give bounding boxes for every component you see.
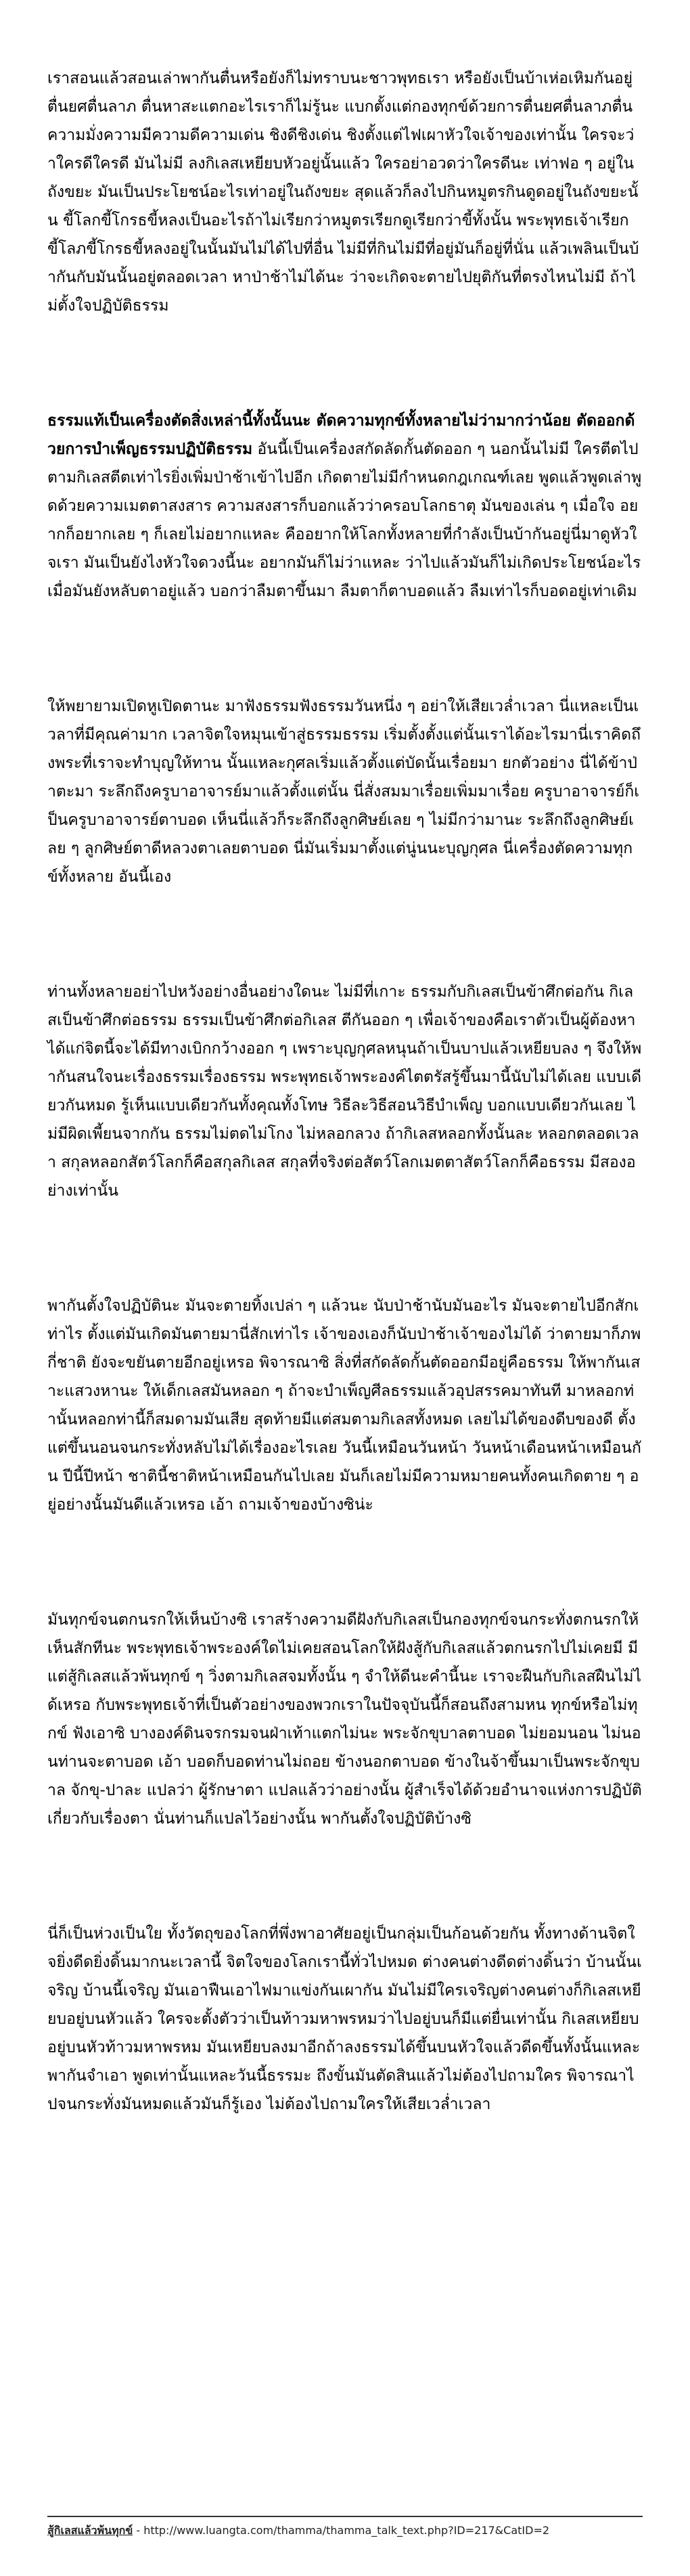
paragraph-7-text: นี่ก็เป็นห่วงเป็นใย ทั้งวัตถุของโลกที่พึ่งพาอาศัยอยู่เป็นกลุ่มเป็นก้อนด้วยกัน ทั้งทางด้านจิตใจยิ่งดีดยิ่งดิ้นมากนะเวลานี้ จิตใจของโลกเรานี้ทั่วไปหมด ต่างคนต่างดีดต่างดิ้นว่า บ้านนั้นเจริญ บ้านนี้เจริญ มันเอาฟืนเอาไฟมาแข่งกันเผากัน มันไม่มีใครเจริญต่างคนต่างก็กิเลสเหยียบอยู่บนหัวแล้ว ใครจะตั้งตัวว่าเป็นท้าวมหาพรหมว่าไปอยู่บนก็มีแต่ยื่นเท่านั้น กิเลสเหยียบอยู่บนหัวท้าวมหาพรหม มันเหยียบลงมาอีกถ้าลงธรรมได้ขึ้นบนหัวใจแล้วดีดขึ้นทั้งนั้นแหละ พากันจำเอา พูดเท่านั้นแหละวันนี้ธรรมะ ถึงขั้นมันตัดสินแล้วไม่ต้องไปถามใคร พิจารณาไปจนกระทั่งมันหมดแล้วมันก็รู้เอง ไม่ต้องไปถามใครให้เสียเวล่ำเวลา	[47, 1925, 642, 2113]
footer-separator: -	[133, 2524, 144, 2537]
paragraph-5-text: พากันตั้งใจปฏิบัตินะ มันจะตายทิ้งเปล่า ๆ แล้วนะ นับป่าช้านับมันอะไร มันจะตายไปอีกสักเท่าไร ตั้งแต่มันเกิดมันตายมานี่สักเท่าไร เจ้าของเองก็นับป่าช้าเจ้าของไม่ได้ ว่าตายมาก็ภพกี่ชาติ ยังจะขยันตายอีกอยู่เหรอ พิจารณาซิ สิ่งที่สกัดลัดกั้นตัดออกมีอยู่คือธรรม ให้พากันเสาะแสวงหานะ ให้เด็กเลสมันหลอก ๆ ถ้าจะบำเพ็ญศีลธรรมแล้วอุปสรรคมาทันที มาหลอกท่านั้นหลอกท่านี้ก็สมดามมันเสีย สุดท้ายมีแต่สมตามกิเลสทั้งหมด เลยไม่ได้ของดีบของดี ตั้งแต่ขึ้นนอนจนกระทั่งหลับไม่ได้เรื่องอะไรเลย วันนี้เหมือนวันหน้า วันหน้าเดือนหน้าเหมือนกัน ปีนี้ปีหน้า ชาตินี้ชาติหน้าเหมือนกันไปเลย มันก็เลยไม่มีความหมายคนทั้งคนเกิดตาย ๆ อยู่อย่างนั้นมันดีแล้วเหรอ เอ้า ถามเจ้าของบ้างซิน่ะ	[47, 1297, 641, 1514]
paragraph-2-bold: ธรรมแท้เป็นเครื่องตัดสิ่งเหล่านี้ทั้งนั้นนะ ตัดความทุกข์ทั้งหลายไม่ว่ามากว่าน้อย ตัดออกด้วยการบำเพ็ญธรรมปฏิบัติธรรม	[47, 412, 635, 458]
paragraph-1	[47, 64, 643, 320]
paragraph-4	[47, 978, 643, 1205]
paragraph-2	[47, 407, 643, 606]
footer-divider	[47, 2516, 643, 2517]
paragraph-1-text: เราสอนแล้วสอนเล่าพากันตื่นหรือยังก็ไม่ทราบนะชาวพุทธเรา หรือยังเป็นบ้าเห่อเหิมกันอยู่ ตื่นยศตื่นลาภ ตื่นหาสะแตกอะไรเราก็ไม่รู้นะ แบกตั้งแต่กองทุกข์ด้วยการตื่นยศตื่นลาภตื่นความมั่งความมีความดีความเด่น ชิงดีชิงเด่น ชิงตั้งแต่ไฟเผาหัวใจเจ้าของเท่านั้น ใครจะว่าใครดีใครดี มันไม่มี ลงกิเลสเหยียบหัวอยู่นั้นแล้ว ใครอย่าอวดว่าใครดีนะ เท่าฟอ ๆ อยู่ในถังขยะ มันเป็นประโยชน์อะไรเท่าอยู่ในถังขยะ สุดแล้วก็ลงไปกินหมูตรกินดูดอยู่ในถังขยะนั้น ขี้โลกขี้โกรธขี้หลงเป็นอะไรถ้าไม่เรียกว่าหมูตรเรียกดูเรียกว่าขี้ทั้งนั้น พระพุทธเจ้าเรียก ขี้โลภขี้โกรธขี้หลงอยู่ในนั้นมันไม่ได้ไปที่อื่น ไม่มีที่กินไม่มีที่อยู่มันก็อยู่ที่นั่น แล้วเพลินเป็นบ้ากันกับมันนั้นอยู่ตลอดเวลา หาป่าช้าไม่ได้นะ ว่าจะเกิดจะตายไปยุติกันที่ตรงไหนไม่มี ถ้าไม่ตั้งใจปฏิบัติธรรม	[47, 70, 639, 315]
document-body	[47, 64, 643, 2205]
footer-source-link[interactable]: http://www.luangta.com/thamma/thamma_talk_text.php?ID=217&CatID=2	[143, 2524, 550, 2537]
paragraph-7	[47, 1920, 643, 2119]
footer-title: สู้กิเลสแล้วพ้นทุกข์	[47, 2524, 133, 2537]
paragraph-2-text: อันนี้เป็นเครื่องสกัดลัดกั้นตัดออก ๆ นอกนั้นไม่มี ใครตีตไปตามกิเลสตีตเท่าไรยิ่งเพิ่มป่าช้าเข้าไปอีก เกิดตายไม่มีกำหนดกฎเกณฑ์เลย พูดแล้วพูดเล่าพูดด้วยความเมตตาสงสาร ความสงสารก็บอกแล้วว่าครอบโลกธาตุ มันของเล่น ๆ เมื่อใจ อยากก็อยากเลย ๆ ก็เลยไม่อยากแหละ คืออยากให้โลกทั้งหลายที่กำลังเป็นบ้ากันอยู่นี่มาดูหัวใจเรา มันเป็นยังไงหัวใจดวงนี้นะ อยากมันก็ไม่ว่าแหละ ว่าไปแล้วมันก็ไม่เกิดประโยชน์อะไร เมื่อมันยังหลับตาอยู่แล้ว บอกว่าลืมตาขึ้นมา ลืมตาก็ตาบอดแล้ว ลืมเท่าไรก็บอดอยู่เท่าเดิม	[47, 440, 642, 600]
paragraph-3-text: ให้พยายามเปิดหูเปิดตานะ มาฟังธรรมฟังธรรมวันหนึ่ง ๆ อย่าให้เสียเวล่ำเวลา นี่แหละเป็นเวลาที่มีคุณค่ามาก เวลาจิตใจหมุนเข้าสู่ธรรมธรรม เริ่มตั้งตั้งแต่นั้นเราได้อะไรมานี่เราคิดถึงพระที่เราจะทำบุญให้ทาน นั้นแหละกุศลเริ่มแล้วตั้งแต่บัดนั้นเรื่อยมา ยกตัวอย่าง นี่ได้ข้าป่าตะมา ระลึกถึงครูบาอาจารย์มาแล้วตั้งแต่นั้น นี่สั่งสมมาเรื่อยเพิ่มมาเรื่อย ครูบาอาจารย์ก็เป็นครูบาอาจารย์ตาบอด เห็นนี่แล้วก็ระลึกถึงลูกศิษย์เลย ๆ ไม่มีกว่ามานะ ระลึกถึงลูกศิษย์เลย ๆ ลูกศิษย์ตาดีหลวงตาเลยตาบอด นี่มันเริ่มมาตั้งแต่นู่นนะบุญกุศล นี่เครื่องตัดความทุกข์ทั้งหลาย อันนี้เอง	[47, 698, 641, 886]
paragraph-4-text: ท่านทั้งหลายอย่าไปหวังอย่างอื่นอย่างใดนะ ไม่มีที่เกาะ ธรรมกับกิเลสเป็นข้าศึกต่อกัน กิเลสเป็นข้าศึกต่อธรรม ธรรมเป็นข้าศึกต่อกิเลส ตีกันออก ๆ เพื่อเจ้าของคือเราตัวเป็นผู้ต้องหา ได้แก่จิตนี้จะได้มีทางเบิกกว้างออก ๆ เพราะบุญกุศลหนุนถ้าเป็นบาปแล้วเหยียบลง ๆ จึงให้พากันสนใจนะเรื่องธรรมเรื่องธรรม พระพุทธเจ้าพระองค์ไตตรัสรู้ขึ้นมานี้นับไม่ได้เลย แบบเดียวกันหมด รู้เห็นแบบเดียวกันทั้งคุณทั้งโทษ วิธีละวิธีสอนวิธีบำเพ็ญ บอกแบบเดียวกันเลย ไม่มีผิดเพี้ยนจากกัน ธรรมไม่ตดไม่โกง ไม่หลอกลวง ถ้ากิเลสหลอกทั้งนั้นละ หลอกตลอดเวลา สกุลหลอกสัตว์โลกก็คือสกุลกิเลส สกุลที่จริงต่อสัตว์โลกเมตตาสัตว์โลกก็คือธรรม มีสองอย่างเท่านั้น	[47, 983, 642, 1200]
footer	[47, 2523, 643, 2539]
paragraph-6	[47, 1606, 643, 1833]
paragraph-5	[47, 1292, 643, 1519]
paragraph-3	[47, 692, 643, 891]
paragraph-6-text: มันทุกข์จนตกนรกให้เห็นบ้างซิ เราสร้างความดีฝังกับกิเลสเป็นกองทุกข์จนกระทั่งตกนรกให้เห็นสักทีนะ พระพุทธเจ้าพระองค์ใดไม่เคยสอนโลกให้ฝังสู้กับกิเลสแล้วตกนรกไปไม่เคยมี มีแต่สู้กิเลสแล้วพ้นทุกข์ ๆ วิ่งตามกิเลสจมทั้งนั้น ๆ จำให้ดีนะคำนี้นะ เราจะฝืนกับกิเลสฝืนไม่ได้เหรอ กับพระพุทธเจ้าที่เป็นตัวอย่างของพวกเราในปัจจุบันนี้ก็สอนถึงสามหน ทุกข์หรือไม่ทุกข์ ฟังเอาซิ บางองค์ดินจรกรมจนฝ่าเท้าแตกไม่นะ พระจักขุบาลตาบอด ไม่ยอมนอน ไม่นอนท่านจะตาบอด เอ้า บอดก็บอดท่านไม่ถอย ข้างนอกตาบอด ข้างในจ้าขึ้นมาเป็นพระจักขุบาล จักขุ-ปาละ แปลว่า ผู้รักษาตา แปลแล้วว่าอย่างนั้น ผู้สำเร็จได้ด้วยอำนาจแห่งการปฏิบัติ เกี่ยวกับเรื่องตา นั่นท่านก็แปลไว้อย่างนั้น พากันตั้งใจปฏิบัติบ้างซิ	[47, 1611, 642, 1828]
